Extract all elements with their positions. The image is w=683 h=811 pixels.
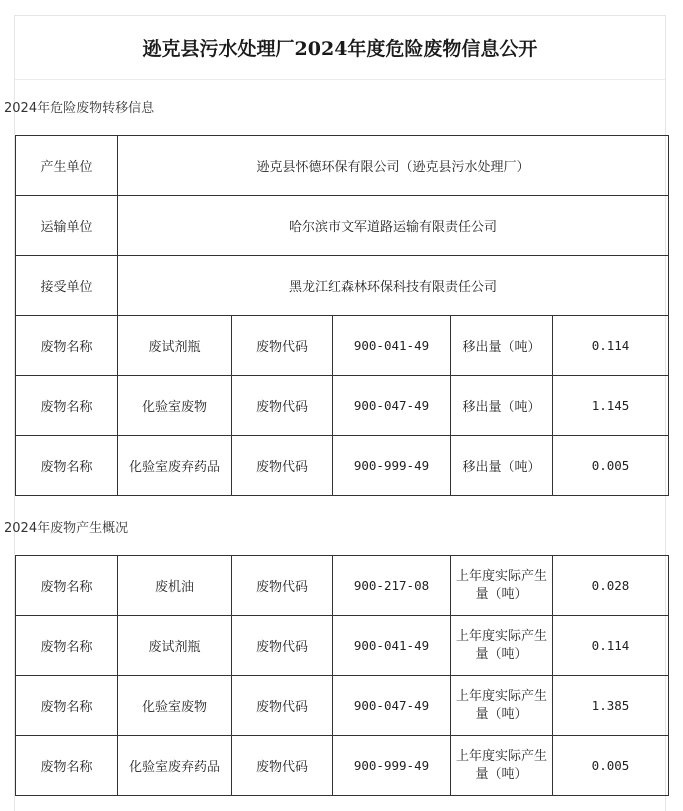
- waste-name-label: 废物名称: [16, 316, 118, 376]
- generation-section-heading: 2024年废物产生概况: [4, 521, 129, 536]
- waste-name-label: 废物名称: [16, 736, 118, 796]
- quantity-value: 0.114: [553, 616, 669, 676]
- waste-name-label: 废物名称: [16, 436, 118, 496]
- quantity-value: 1.145: [553, 376, 669, 436]
- generation-table: [15, 555, 669, 796]
- waste-code-label: 废物代码: [232, 736, 333, 796]
- waste-name: 化验室废弃药品: [118, 736, 232, 796]
- info-row: [16, 256, 669, 316]
- info-label: 接受单位: [16, 256, 118, 316]
- waste-code-label: 废物代码: [232, 316, 333, 376]
- quantity-label: 上年度实际产生量（吨）: [451, 676, 553, 736]
- quantity-value: 0.028: [553, 556, 669, 616]
- quantity-value: 0.005: [553, 436, 669, 496]
- quantity-value: 1.385: [553, 676, 669, 736]
- quantity-label: 移出量（吨）: [451, 376, 553, 436]
- table-row: [16, 736, 669, 796]
- waste-code: 900-999-49: [333, 436, 451, 496]
- waste-name: 化验室废弃药品: [118, 436, 232, 496]
- waste-code-label: 废物代码: [232, 556, 333, 616]
- info-label: 运输单位: [16, 196, 118, 256]
- waste-name: 化验室废物: [118, 676, 232, 736]
- quantity-value: 0.114: [553, 316, 669, 376]
- table-row: [16, 556, 669, 616]
- waste-name-label: 废物名称: [16, 556, 118, 616]
- waste-name: 化验室废物: [118, 376, 232, 436]
- table-row: [16, 676, 669, 736]
- quantity-label: 上年度实际产生量（吨）: [451, 616, 553, 676]
- table-row: [16, 616, 669, 676]
- waste-code-label: 废物代码: [232, 436, 333, 496]
- waste-code: 900-041-49: [333, 316, 451, 376]
- info-value: 黑龙江红森林环保科技有限责任公司: [118, 256, 669, 316]
- quantity-label: 移出量（吨）: [451, 316, 553, 376]
- quantity-label: 移出量（吨）: [451, 436, 553, 496]
- waste-name: 废机油: [118, 556, 232, 616]
- page-title: 逊克县污水处理厂2024年度危险废物信息公开: [15, 16, 665, 80]
- waste-code: 900-041-49: [333, 616, 451, 676]
- waste-name: 废试剂瓶: [118, 616, 232, 676]
- waste-code: 900-047-49: [333, 676, 451, 736]
- table-row: [16, 316, 669, 376]
- quantity-label: 上年度实际产生量（吨）: [451, 556, 553, 616]
- info-value: 哈尔滨市文军道路运输有限责任公司: [118, 196, 669, 256]
- transfer-table: [15, 135, 669, 496]
- waste-name: 废试剂瓶: [118, 316, 232, 376]
- table-row: [16, 376, 669, 436]
- waste-code-label: 废物代码: [232, 676, 333, 736]
- quantity-value: 0.005: [553, 736, 669, 796]
- info-row: [16, 136, 669, 196]
- waste-code-label: 废物代码: [232, 376, 333, 436]
- waste-name-label: 废物名称: [16, 676, 118, 736]
- waste-code: 900-047-49: [333, 376, 451, 436]
- waste-code: 900-217-08: [333, 556, 451, 616]
- waste-code: 900-999-49: [333, 736, 451, 796]
- waste-code-label: 废物代码: [232, 616, 333, 676]
- info-label: 产生单位: [16, 136, 118, 196]
- table-row: [16, 436, 669, 496]
- quantity-label: 上年度实际产生量（吨）: [451, 736, 553, 796]
- waste-name-label: 废物名称: [16, 616, 118, 676]
- info-row: [16, 196, 669, 256]
- info-value: 逊克县怀德环保有限公司（逊克县污水处理厂）: [118, 136, 669, 196]
- waste-name-label: 废物名称: [16, 376, 118, 436]
- transfer-section-heading: 2024年危险废物转移信息: [4, 101, 155, 116]
